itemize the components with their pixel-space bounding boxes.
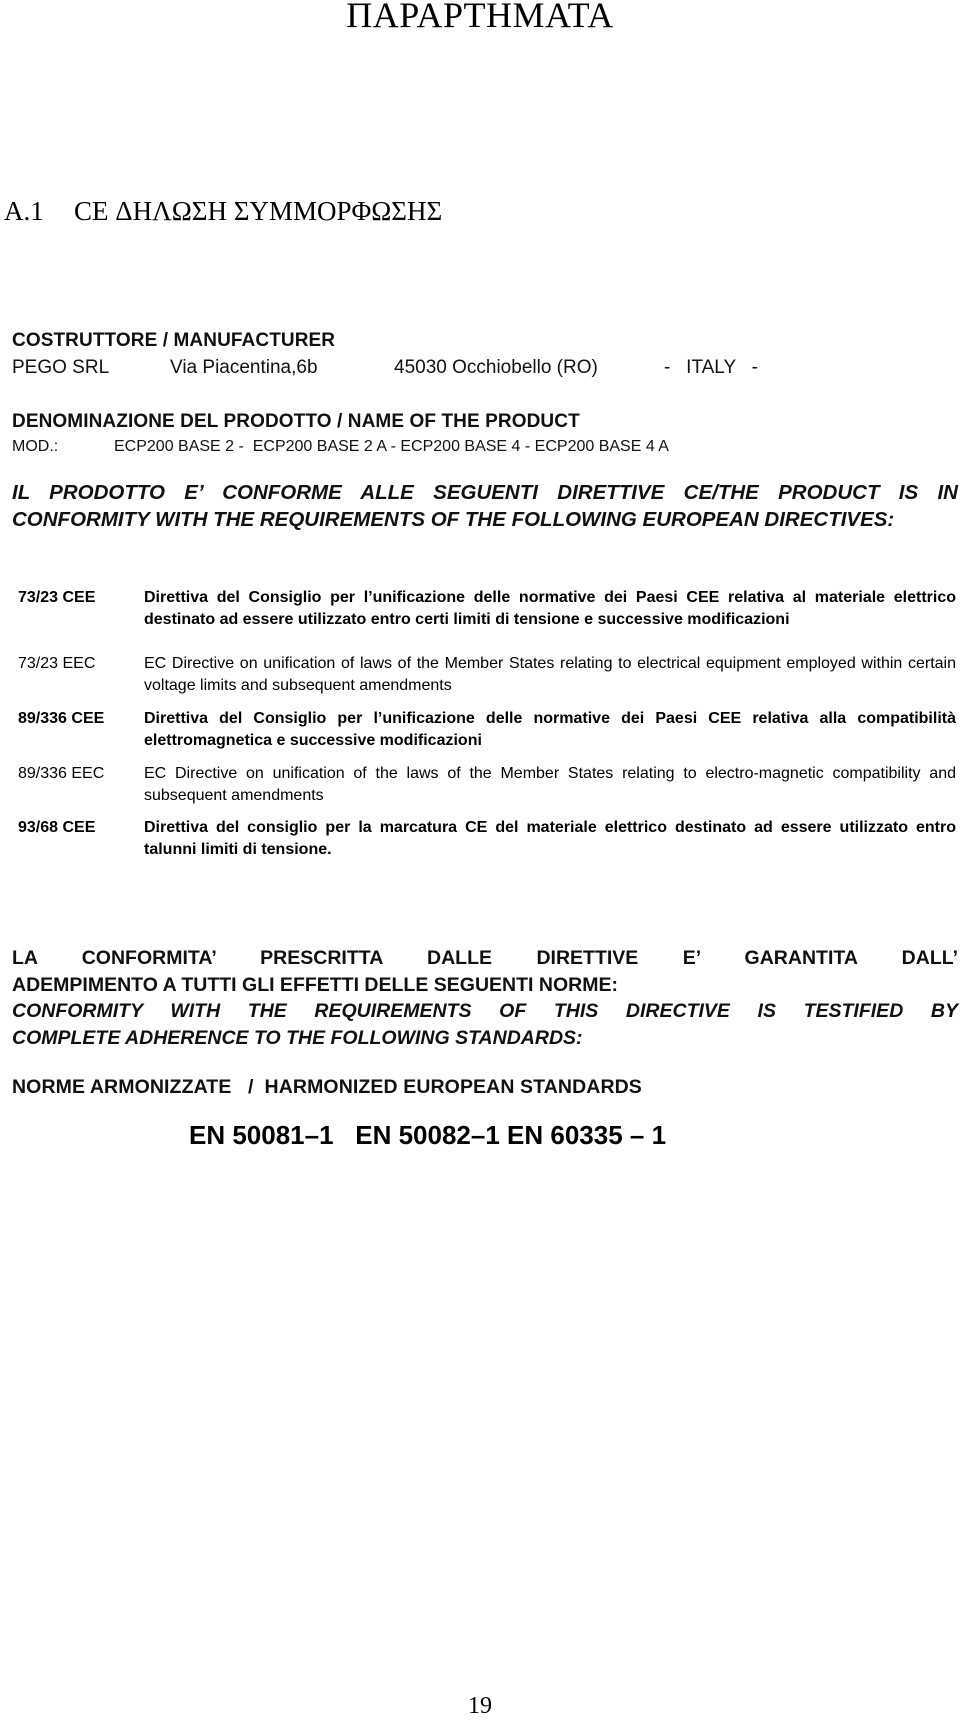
directive-text: Direttiva del consiglio per la marcatura CE del materiale elettrico destinato ad essere utilizzato entro talunni limiti di tensione.: [144, 819, 956, 858]
section-title: CE ΔΗΛΩΣΗ ΣΥΜΜΟΡΦΩΣΗΣ: [74, 196, 443, 226]
directive-code: 89/336 EEC: [18, 765, 105, 782]
directive-text: EC Directive on unification of the laws of the Member States relating to electro-magnetic compatibility and subsequent amendments: [144, 765, 956, 804]
directive-code: 93/68 CEE: [18, 819, 96, 836]
directive-code: 89/336 CEE: [18, 710, 105, 727]
model-list: ECP200 BASE 2 - ECP200 BASE 2 A - ECP200 BASE 4 - ECP200 BASE 4 A: [114, 438, 669, 455]
manufacturer-label: COSTRUTTORE / MANUFACTURER: [12, 330, 336, 351]
section-number: A.1: [4, 196, 44, 226]
page-title: ΠΑΡΑΡΤΗΜΑΤΑ: [346, 0, 614, 35]
compliance-line: COMPLETE ADHERENCE TO THE FOLLOWING STANDARDS:: [12, 1026, 583, 1049]
manufacturer-line: [12, 357, 958, 379]
standards-list: EN 50081–1 EN 50082–1 EN 60335 – 1: [189, 1120, 667, 1150]
section-heading: [4, 196, 442, 227]
manufacturer-city: 45030 Occhiobello (RO): [394, 357, 598, 378]
product-name-label: DENOMINAZIONE DEL PRODOTTO / NAME OF THE PRODUCT: [12, 411, 580, 432]
directive-code: 73/23 CEE: [18, 589, 96, 606]
compliance-line: LA CONFORMITA’ PRESCRITTA DALLE DIRETTIVE E’ GARANTITA DALL’: [12, 947, 958, 969]
directive-text: Direttiva del Consiglio per l’unificazione delle normative dei Paesi CEE relativa al materiale elettrico destinato ad essere utilizzato entro certi limiti di tensione e successive modificazioni: [144, 589, 956, 628]
directive-text: EC Directive on unification of laws of the Member States relating to electrical equipment employed within certain voltage limits and subsequent amendments: [144, 655, 956, 694]
model-line: [12, 438, 958, 456]
conformity-statement: IL PRODOTTO E’ CONFORME ALLE SEGUENTI DIRETTIVE CE/THE PRODUCT IS IN CONFORMITY WITH THE REQUIREMENTS OF THE FOLLOWING EUROPEAN DIRECTIVES:: [12, 481, 958, 531]
directive-text: Direttiva del Consiglio per l’unificazione delle normative dei Paesi CEE relativa alla compatibilità elettromagnetica e successive modificazioni: [144, 710, 956, 749]
standards-label: NORME ARMONIZZATE / HARMONIZED EUROPEAN STANDARDS: [12, 1076, 642, 1098]
compliance-line: CONFORMITY WITH THE REQUIREMENTS OF THIS DIRECTIVE IS TESTIFIED BY: [12, 1000, 958, 1022]
manufacturer-name: PEGO SRL: [12, 357, 110, 378]
model-prefix: MOD.:: [12, 438, 59, 455]
compliance-statement: [12, 945, 958, 1051]
manufacturer-address: Via Piacentina,6b: [170, 357, 318, 378]
manufacturer-country: - ITALY -: [664, 357, 758, 378]
compliance-line: ADEMPIMENTO A TUTTI GLI EFFETTI DELLE SEGUENTI NORME:: [12, 973, 618, 996]
directive-code: 73/23 EEC: [18, 655, 96, 672]
page-number: 19: [468, 1693, 492, 1719]
